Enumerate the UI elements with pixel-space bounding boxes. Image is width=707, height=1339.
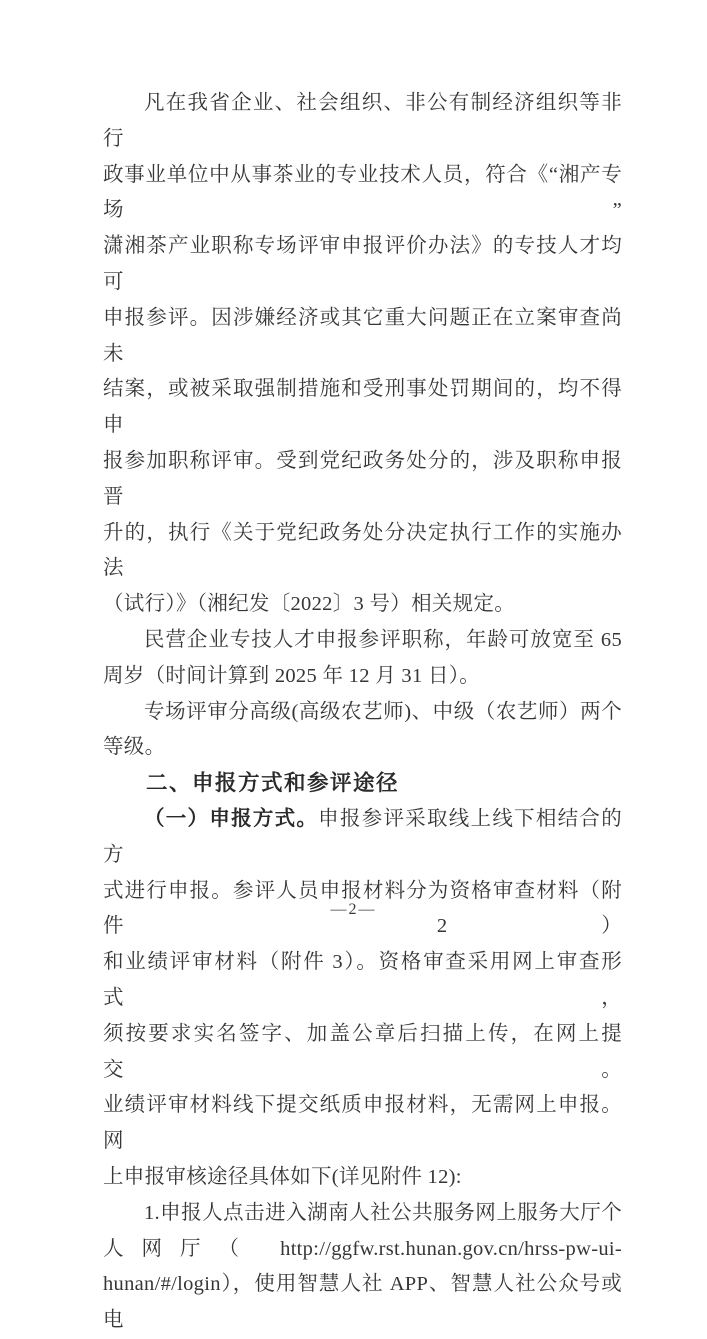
text-segment: 1.申报人点击进入湖南人社公共服务网上服务大厅个 bbox=[144, 1201, 622, 1224]
text-segment: 报参加职称评审。受到党纪政务处分的，涉及职称申报晋 bbox=[103, 449, 622, 508]
document-line bbox=[103, 659, 622, 695]
document-line bbox=[103, 516, 622, 588]
document-line bbox=[103, 86, 622, 158]
document-line bbox=[103, 1196, 622, 1232]
document-line bbox=[103, 158, 622, 230]
document-line bbox=[103, 372, 622, 444]
text-segment: 和业绩评审材料（附件 3）。资格审查采用网上审查形式， bbox=[103, 951, 622, 1009]
document-line bbox=[103, 1160, 622, 1196]
document-line bbox=[103, 1232, 622, 1268]
text-segment: 人网厅（ http://ggfw.rst.hunan.gov.cn/hrss-pw-ui- bbox=[103, 1237, 622, 1260]
text-segment: 申报参评。因涉嫌经济或其它重大问题正在立案审查尚未 bbox=[103, 306, 622, 365]
document-line bbox=[103, 587, 622, 623]
document-line bbox=[103, 444, 622, 516]
text-segment: 周岁（时间计算到 2025 年 12 月 31 日）。 bbox=[103, 664, 481, 687]
document-line bbox=[103, 1267, 622, 1339]
text-segment: 须按要求实名签字、加盖公章后扫描上传，在网上提交。 bbox=[103, 1022, 622, 1081]
text-segment: 式进行申报。参评人员申报材料分为资格审查材料（附件 2） bbox=[103, 879, 622, 938]
document-line bbox=[103, 695, 622, 731]
document-line bbox=[103, 945, 622, 1017]
section-heading bbox=[103, 766, 622, 802]
text-segment: 专场评审分高级(高级农艺师)、中级（农艺师）两个 bbox=[144, 700, 622, 723]
document-line bbox=[103, 730, 622, 766]
text-segment: 升的，执行《关于党纪政务处分决定执行工作的实施办法 bbox=[103, 521, 622, 580]
text-segment: 等级。 bbox=[103, 736, 166, 759]
text-segment: 业绩评审材料线下提交纸质申报材料，无需网上申报。网 bbox=[103, 1094, 622, 1153]
text-segment: 上申报审核途径具体如下(详见附件 12): bbox=[103, 1165, 462, 1188]
text-segment: 民营企业专技人才申报参评职称，年龄可放宽至 65 bbox=[144, 628, 622, 651]
document-line bbox=[103, 1088, 622, 1160]
text-segment: 凡在我省企业、社会组织、非公有制经济组织等非行 bbox=[103, 92, 622, 150]
text-segment: 申报参评采取线上线下相结合的方 bbox=[103, 807, 622, 866]
text-segment: hunan/#/login），使用智慧人社 APP、智慧人社公众号或电 bbox=[103, 1273, 622, 1332]
text-segment: 政事业单位中从事茶业的专业技术人员，符合《“湘产专场” bbox=[103, 163, 622, 222]
document-line bbox=[103, 301, 622, 373]
text-segment: 潇湘茶产业职称专场评审申报评价办法》的专技人才均可 bbox=[103, 235, 622, 293]
text-segment: 二、申报方式和参评途径 bbox=[146, 771, 400, 796]
text-segment: （试行）》（湘纪发〔2022〕3 号）相关规定。 bbox=[103, 593, 516, 616]
document-line bbox=[103, 1017, 622, 1089]
document-line bbox=[103, 229, 622, 301]
document-body bbox=[103, 86, 622, 1339]
page-number: —2— bbox=[330, 901, 377, 918]
text-segment: （一）申报方式。 bbox=[144, 807, 319, 830]
document-line bbox=[103, 623, 622, 659]
text-segment: 结案，或被采取强制措施和受刑事处罚期间的，均不得申 bbox=[103, 378, 622, 437]
document-line bbox=[103, 802, 622, 874]
